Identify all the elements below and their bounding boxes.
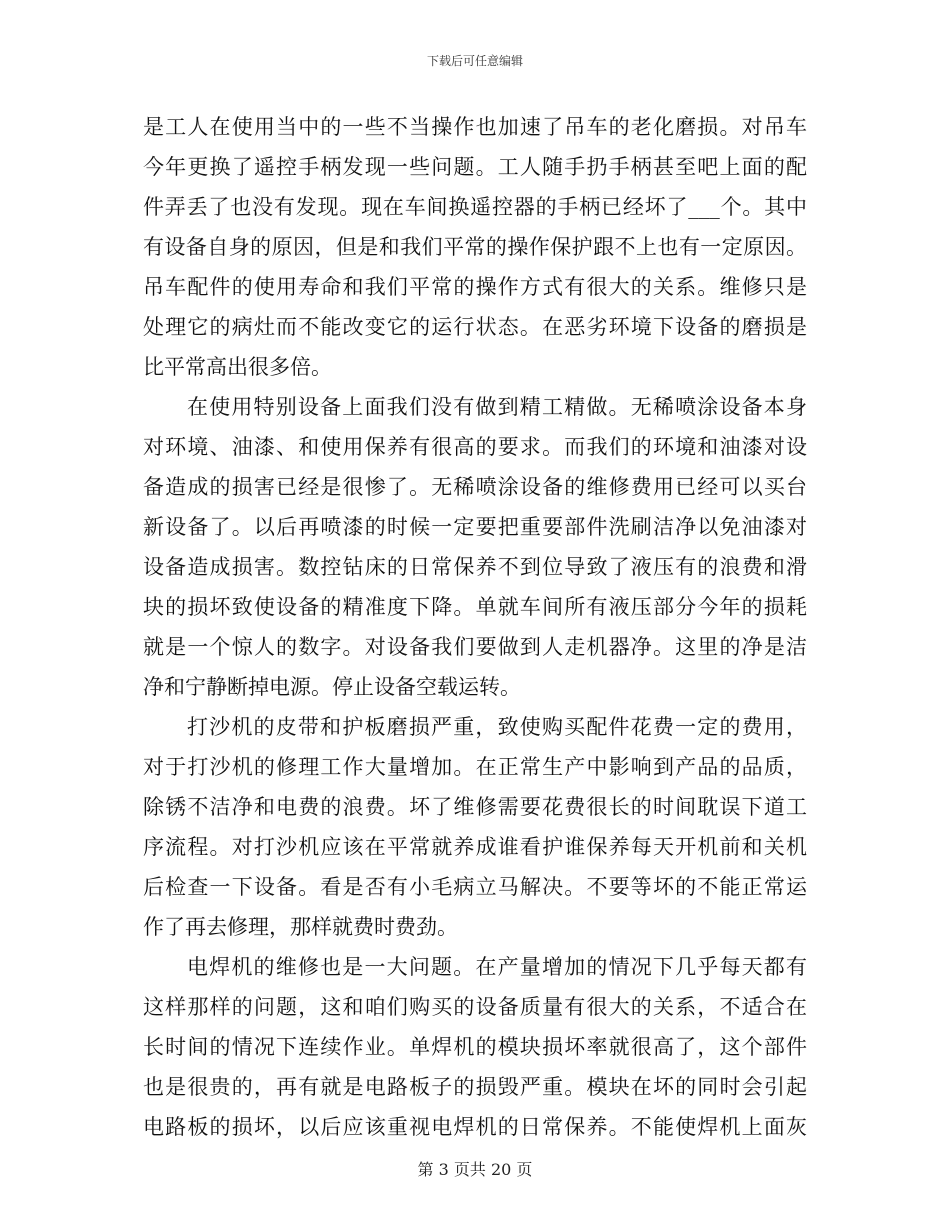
paragraph — [143, 707, 807, 947]
paragraph — [143, 947, 807, 1147]
text-line: 打沙机的皮带和护板磨损严重，致使购买配件花费一定的费用， — [187, 715, 807, 739]
page-header: 下载后可任意编辑 — [426, 54, 523, 68]
text-line: 件弄丢了也没有发现。现在车间换遥控器的手柄已经坏了___个。其中 — [143, 195, 807, 219]
text-line: 对于打沙机的修理工作大量增加。在正常生产中影响到产品的品质， — [143, 755, 807, 779]
text-line: 净和宁静断掉电源。停止设备空载运转。 — [143, 675, 521, 699]
text-line: 对环境、油漆、和使用保养有很高的要求。而我们的环境和油漆对设 — [143, 435, 807, 459]
text-line: 这样那样的问题，这和咱们购买的设备质量有很大的关系，不适合在 — [143, 995, 807, 1019]
text-line: 块的损坏致使设备的精准度下降。单就车间所有液压部分今年的损耗 — [143, 595, 807, 619]
text-line: 吊车配件的使用寿命和我们平常的操作方式有很大的关系。维修只是 — [143, 275, 807, 299]
page-footer: 第 3 页共 20 页 — [417, 1160, 533, 1179]
text-line: 在使用特别设备上面我们没有做到精工精做。无稀喷涂设备本身 — [187, 395, 807, 419]
text-line: 就是一个惊人的数字。对设备我们要做到人走机器净。这里的净是洁 — [143, 635, 807, 659]
text-line: 电路板的损坏，以后应该重视电焊机的日常保养。不能使焊机上面灰 — [143, 1115, 807, 1139]
text-line: 备造成的损害已经是很惨了。无稀喷涂设备的维修费用已经可以买台 — [143, 475, 807, 499]
paragraph — [143, 107, 807, 387]
text-line: 作了再去修理，那样就费时费劲。 — [143, 915, 458, 939]
text-line: 也是很贵的，再有就是电路板子的损毁严重。模块在坏的同时会引起 — [143, 1075, 807, 1099]
text-line: 后检查一下设备。看是否有小毛病立马解决。不要等坏的不能正常运 — [143, 875, 807, 899]
text-line: 设备造成损害。数控钻床的日常保养不到位导致了液压有的浪费和滑 — [143, 555, 807, 579]
document-body — [143, 107, 807, 1147]
text-line: 序流程。对打沙机应该在平常就养成谁看护谁保养每天开机前和关机 — [143, 835, 807, 859]
text-line: 电焊机的维修也是一大问题。在产量增加的情况下几乎每天都有 — [187, 955, 807, 979]
text-line: 新设备了。以后再喷漆的时候一定要把重要部件洗刷洁净以免油漆对 — [143, 515, 807, 539]
text-line: 有设备自身的原因，但是和我们平常的操作保护跟不上也有一定原因。 — [143, 235, 807, 259]
paragraph — [143, 387, 807, 707]
text-line: 除锈不洁净和电费的浪费。坏了维修需要花费很长的时间耽误下道工 — [143, 795, 807, 819]
text-line: 是工人在使用当中的一些不当操作也加速了吊车的老化磨损。对吊车 — [143, 115, 807, 139]
text-line: 处理它的病灶而不能改变它的运行状态。在恶劣环境下设备的磨损是 — [143, 315, 807, 339]
text-line: 比平常高出很多倍。 — [143, 355, 332, 379]
text-line: 今年更换了遥控手柄发现一些问题。工人随手扔手柄甚至吧上面的配 — [143, 155, 807, 179]
text-line: 长时间的情况下连续作业。单焊机的模块损坏率就很高了，这个部件 — [143, 1035, 807, 1059]
